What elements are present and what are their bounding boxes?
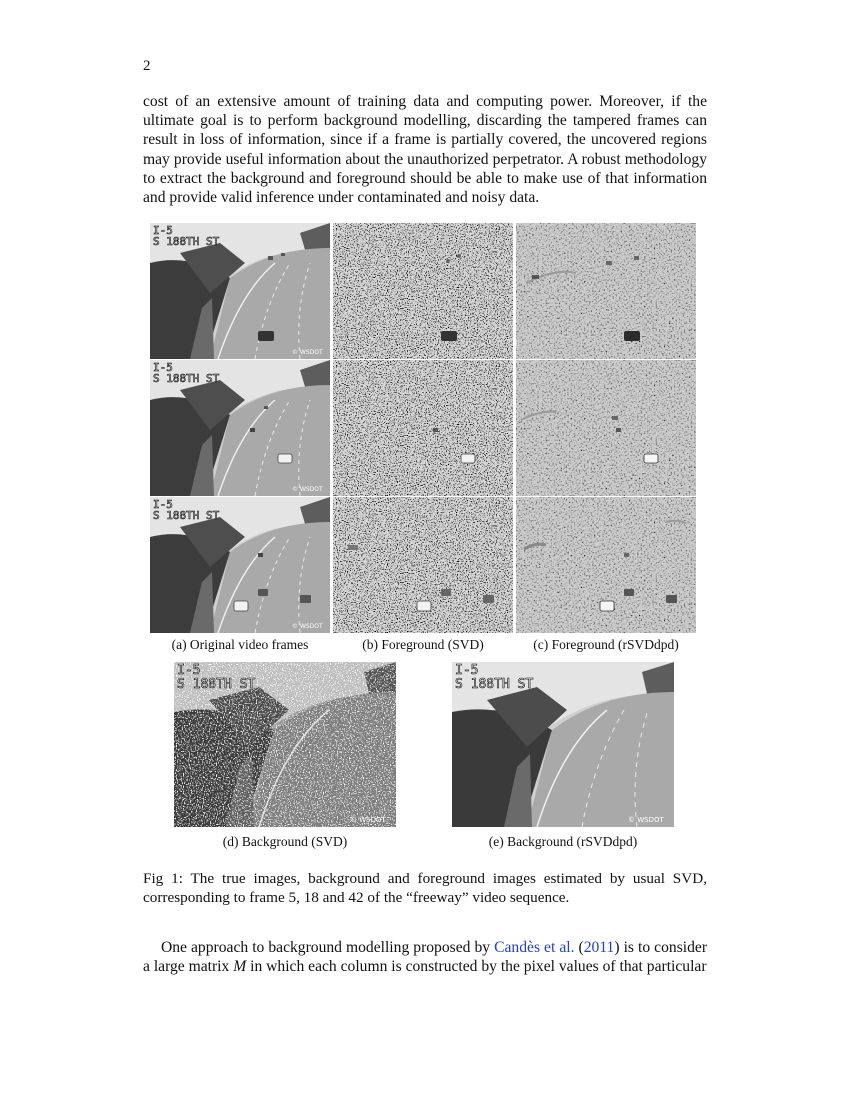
subcaption-e: (e) Background (rSVDdpd) — [488, 834, 638, 849]
foreground-rsvddpd-frame-42 — [516, 497, 696, 633]
body-paragraph-intro: cost of an extensive amount of training data and computing power. Moreover, if the ultimate goal is to perform background modelling, discarding the tampered frames can result in loss of information, since if a frame is partially covered, the uncovered regions may provide useful information about the unauthorized perpetrator. A robust methodology to extract the background and foreground should be able to make use of that information and provide valid inference under contaminated and noisy data. — [143, 93, 707, 207]
overlay-line1-text: I-5 — [153, 224, 173, 237]
overlay-line2-text: S 188TH ST — [153, 372, 220, 385]
watermark-text: © WSDOT — [292, 486, 323, 493]
overlay-line1-text: I-5 — [455, 663, 479, 678]
overlay-line1-text: I-5 — [153, 361, 173, 374]
citation-year-link[interactable]: 2011 — [583, 939, 615, 956]
page-number: 2 — [143, 58, 151, 74]
subcaption-c: (c) Foreground (rSVDdpd) — [533, 637, 679, 652]
overlay-line2-text: S 188TH ST — [153, 509, 220, 522]
foreground-svd-frame-42 — [333, 497, 513, 633]
overlay-line2-text: S 188TH ST — [455, 677, 534, 692]
subcaption-a: (a) Original video frames — [171, 637, 309, 652]
overlay-line1-text: I-5 — [177, 663, 201, 678]
overlay-line2-text: S 188TH ST — [153, 235, 220, 248]
subcaption-b: (b) Foreground (SVD) — [362, 637, 484, 652]
foreground-rsvddpd-frame-18 — [516, 360, 696, 496]
foreground-rsvddpd-frame-5 — [516, 223, 696, 359]
overlay-line1-text: I-5 — [153, 498, 173, 511]
background-rsvddpd — [452, 662, 674, 827]
watermark-text: © WSDOT — [350, 816, 386, 824]
watermark-text: © WSDOT — [628, 816, 664, 824]
para2-text-end: in which each column is constructed by the pixel values of that particular — [246, 958, 707, 976]
background-svd — [174, 662, 396, 827]
watermark-text: © WSDOT — [292, 349, 323, 356]
original-frame-42 — [150, 497, 330, 633]
overlay-line2-text: S 188TH ST — [177, 677, 256, 692]
foreground-svd-frame-18 — [333, 360, 513, 496]
body-paragraph-candes — [143, 938, 707, 976]
foreground-svd-frame-5 — [333, 223, 513, 359]
figure-caption: Fig 1: The true images, background and foreground images estimated by usual SVD, corresponding to frame 5, 18 and 42 of the “freeway” video sequence. — [143, 870, 707, 906]
para2-text-start: One approach to background modelling proposed by — [161, 939, 495, 956]
watermark-text: © WSDOT — [292, 623, 323, 630]
original-frame-18 — [150, 360, 330, 496]
subcaption-d: (d) Background (SVD) — [222, 834, 348, 849]
citation-author-link[interactable]: Candès et al. — [494, 939, 575, 956]
math-symbol-m: M — [233, 958, 247, 976]
para2-text-middle: is to consider a large matrix — [143, 939, 708, 976]
citation-paren-open: ( — [574, 939, 584, 956]
citation-paren-close: ) — [614, 939, 620, 956]
original-frame-5 — [150, 223, 330, 359]
